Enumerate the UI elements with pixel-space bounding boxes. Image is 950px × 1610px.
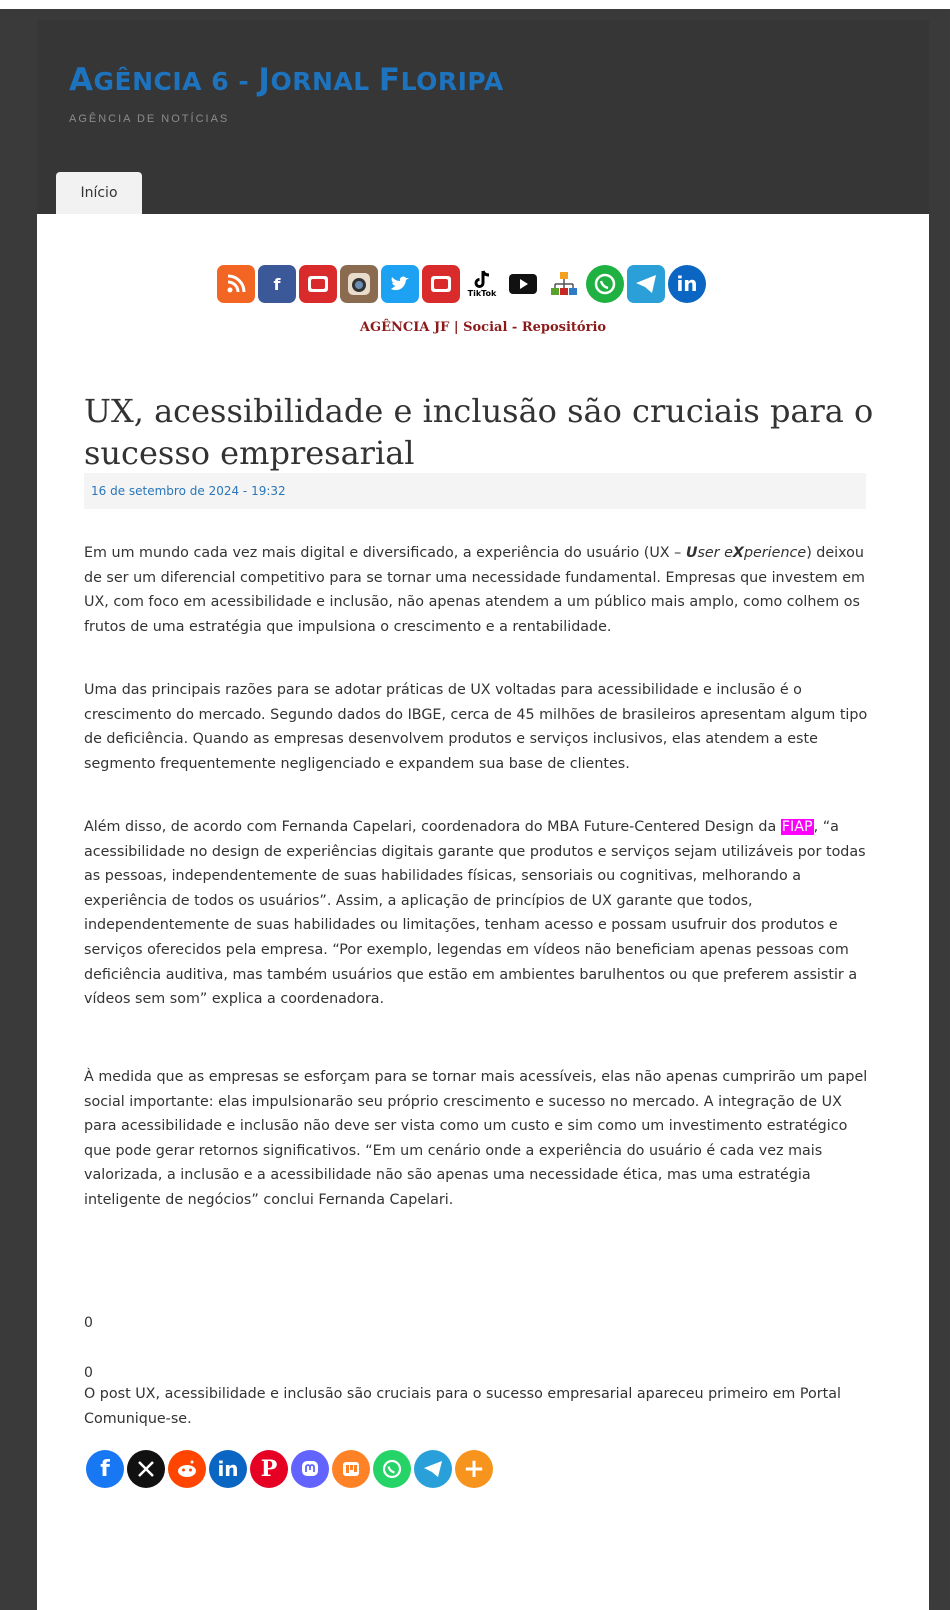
site-title-part: A	[69, 62, 94, 98]
reaction-count: 0	[84, 1315, 93, 1331]
nav-home-tab[interactable]: Início	[56, 172, 142, 214]
linkedin-icon[interactable]: in	[209, 1450, 247, 1488]
more-icon[interactable]: +	[455, 1450, 493, 1488]
telegram-icon[interactable]	[414, 1450, 452, 1488]
fiap-highlight: FIAP	[781, 819, 813, 835]
text: , “a acessibilidade no design de experiências digitais garante que produtos e serviços sejam utilizáveis por todas as pessoas, independentemente de suas habilidades físicas, sensoriais ou cognitivas, melhorando a experiência de todos os usuários”. Assim, a aplicação de princípios de UX garante que todos, independentemente de suas habilidades ou limitações, tenham acesso e possam usufruir dos produtos e serviços oferecidos pela empresa. “Por exemplo, legendas em vídeos não beneficiam apenas pessoas com deficiência auditiva, mas também usuários que estão em ambientes barulhentos ou que preferem assistir a vídeos sem som” explica a coordenadora.	[84, 819, 866, 1008]
top-bar	[0, 0, 950, 9]
facebook-icon[interactable]: f	[86, 1450, 124, 1488]
paragraph-4: À medida que as empresas se esforçam para se tornar mais acessíveis, elas não apenas cumprirão um papel social importante: elas impulsionarão seu próprio crescimento e sucesso no mercado. A integração de UX para acessibilidade e inclusão não deve ser vista como um custo e sim como um investimento estratégico que pode gerar retornos significativos. “Em um cenário onde a experiência do usuário é cada vez mais valorizada, a inclusão e a acessibilidade não são apenas uma necessidade ética, mas uma estratégia inteligente de negócios” conclui Fernanda Capelari.	[84, 1069, 868, 1208]
site-header	[37, 20, 929, 214]
page-container	[37, 20, 929, 1610]
site-title-part: ORNAL	[270, 67, 379, 96]
site-title-part: J	[258, 62, 271, 98]
reddit-icon[interactable]	[168, 1450, 206, 1488]
pinterest-icon[interactable]: P	[250, 1450, 288, 1488]
whatsapp-icon[interactable]	[586, 265, 624, 303]
text: X	[732, 545, 744, 561]
tiktok-icon[interactable]	[463, 265, 501, 303]
youtube-icon[interactable]	[422, 265, 460, 303]
post-title: UX, acessibilidade e inclusão são cruciais para o sucesso empresarial	[84, 392, 874, 472]
mix-icon[interactable]	[332, 1450, 370, 1488]
tiktok-label: TikTok	[467, 289, 497, 298]
video-icon[interactable]	[504, 265, 542, 303]
text: Em um mundo cada vez mais digital e diversificado, a experiência do usuário (UX –	[84, 545, 686, 561]
site-title-part: LORIPA	[400, 67, 504, 96]
text: ) deixou de ser um diferencial competitivo para se tornar uma necessidade fundamental. Empresas que investem em UX, com foco em acessibilidade e inclusão, não apenas atendem a um público mais amplo, como colhem os frutos de uma estratégia que impulsiona o crescimento e a rentabilidade.	[84, 545, 865, 635]
telegram-icon[interactable]	[627, 265, 665, 303]
post-date[interactable]: 16 de setembro de 2024 - 19:32	[91, 484, 286, 498]
text: Além disso, de acordo com Fernanda Capelari, coordenadora do MBA Future-Centered Design da	[84, 819, 781, 835]
linkedin-icon[interactable]: in	[668, 265, 706, 303]
paragraph-1	[84, 541, 874, 639]
whatsapp-icon[interactable]	[373, 1450, 411, 1488]
text: U	[685, 545, 698, 561]
source-note: O post UX, acessibilidade e inclusão são cruciais para o sucesso empresarial apareceu primeiro em Portal Comunique-se.	[84, 1386, 841, 1427]
paragraph-3	[84, 815, 874, 1012]
social-repository-link[interactable]: AGÊNCIA JF | Social - Repositório	[359, 320, 607, 335]
rss-icon[interactable]	[217, 265, 255, 303]
twitter-icon[interactable]	[381, 265, 419, 303]
site-title-part: GÊNCIA 6 -	[93, 67, 259, 96]
site-title-part: F	[378, 62, 401, 98]
sitemap-icon[interactable]	[545, 265, 583, 303]
youtube-icon[interactable]	[299, 265, 337, 303]
mastodon-icon[interactable]	[291, 1450, 329, 1488]
x-icon[interactable]	[127, 1450, 165, 1488]
text: ser e	[697, 545, 733, 561]
post-date-bar	[84, 473, 866, 509]
text: perience	[743, 545, 807, 561]
social-icons-row	[217, 265, 706, 303]
reaction-count: 0	[84, 1365, 93, 1381]
site-title[interactable]	[69, 62, 504, 98]
paragraph-2: Uma das principais razões para se adotar práticas de UX voltadas para acessibilidade e inclusão é o crescimento do mercado. Segundo dados do IBGE, cerca de 45 milhões de brasileiros apresentam algum tipo de deficiência. Quando as empresas desenvolvem produtos e serviços inclusivos, elas atendem a este segmento frequentemente negligenciado e expandem sua base de clientes.	[84, 682, 868, 772]
facebook-icon[interactable]: f	[258, 265, 296, 303]
instagram-icon[interactable]	[340, 265, 378, 303]
share-buttons-row	[86, 1450, 493, 1488]
site-description: AGÊNCIA DE NOTÍCIAS	[69, 113, 230, 125]
